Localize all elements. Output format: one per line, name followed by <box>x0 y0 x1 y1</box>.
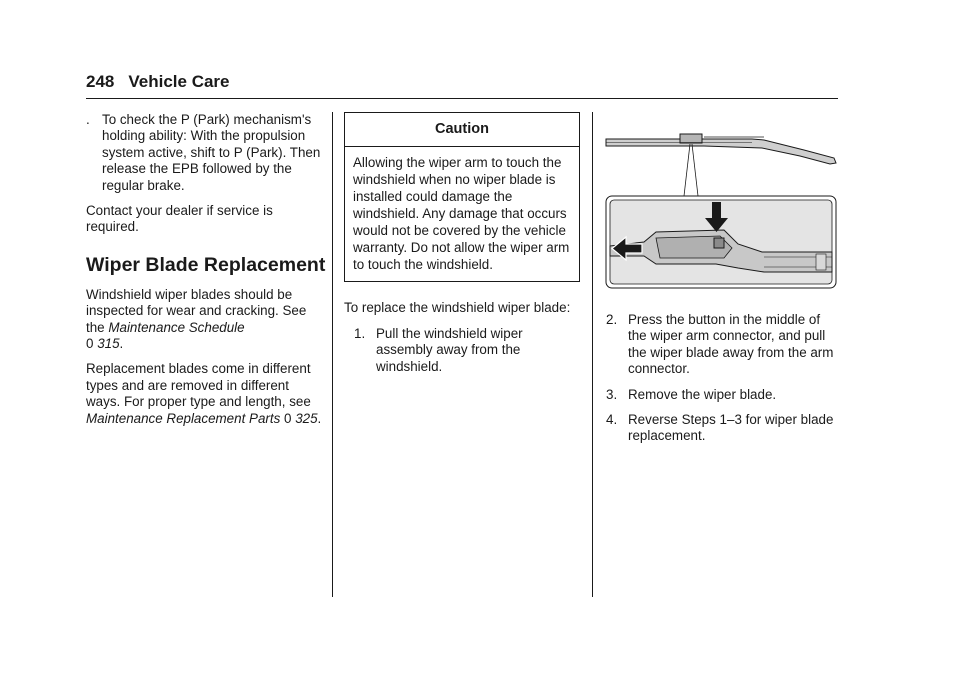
replacement-text: Replacement blades come in different types and are removed in different ways. For proper type and length, see <box>86 361 311 410</box>
bullet-symbol: . <box>86 112 90 127</box>
period: . <box>317 410 322 426</box>
wiper-overview <box>606 134 836 164</box>
replacement-paragraph <box>86 361 322 427</box>
section-heading: Wiper Blade Replacement <box>86 253 326 276</box>
header-rule <box>86 98 838 99</box>
column-3 <box>606 312 838 454</box>
step-text: Reverse Steps 1–3 for wiper blade replacement. <box>628 412 834 444</box>
step-number: 4. <box>606 412 618 428</box>
bullet-item <box>86 112 322 194</box>
step-text: Remove the wiper blade. <box>628 386 777 402</box>
inspect-paragraph <box>86 287 322 353</box>
step-text: Press the button in the middle of the wiper arm connector, and pull the wiper blade away from the arm connector. <box>628 312 834 377</box>
caution-box <box>344 112 580 282</box>
page-ref-325[interactable]: 325 <box>295 410 318 426</box>
maintenance-parts-link[interactable]: Maintenance Replacement Parts <box>86 410 281 426</box>
procedure-intro: To replace the windshield wiper blade: <box>344 300 571 316</box>
column-divider-2 <box>592 112 593 597</box>
step-text: Pull the windshield wiper assembly away from the windshield. <box>376 325 523 374</box>
page-header <box>86 72 230 92</box>
step-2 <box>606 312 838 378</box>
column-1 <box>86 112 326 436</box>
step-number: 1. <box>354 325 366 341</box>
wiper-blade-illustration <box>604 126 838 290</box>
inspect-text: Windshield wiper blades should be inspected for wear and cracking. See the <box>86 286 307 335</box>
step-1 <box>344 326 580 375</box>
column-divider-1 <box>332 112 333 597</box>
page-number: 248 <box>86 72 115 91</box>
step-number: 3. <box>606 386 618 402</box>
bullet-text: To check the P (Park) mechanism's holding ability: With the propulsion system active, shift to P (Park). Then release the EPB followed by the regular brake. <box>102 112 321 193</box>
step-4 <box>606 412 838 445</box>
maintenance-schedule-link[interactable]: Maintenance Schedule <box>108 319 245 335</box>
caution-body: Allowing the wiper arm to touch the windshield when no wiper blade is installed could damage the windshield. Any damage that occurs would not be covered by the vehicle warranty. Do not allow the wiper arm to touch the windshield. <box>353 155 570 273</box>
caution-title: Caution <box>345 113 579 147</box>
contact-dealer-text: Contact your dealer if service is required. <box>86 203 273 235</box>
ref-symbol: 0 <box>86 336 94 352</box>
column-2 <box>344 112 580 384</box>
page-ref-315[interactable]: 315 <box>97 336 120 352</box>
step-3 <box>606 387 838 403</box>
ref-symbol: 0 <box>284 410 292 426</box>
period: . <box>119 336 124 352</box>
section-title: Vehicle Care <box>128 72 230 91</box>
step-number: 2. <box>606 312 618 327</box>
